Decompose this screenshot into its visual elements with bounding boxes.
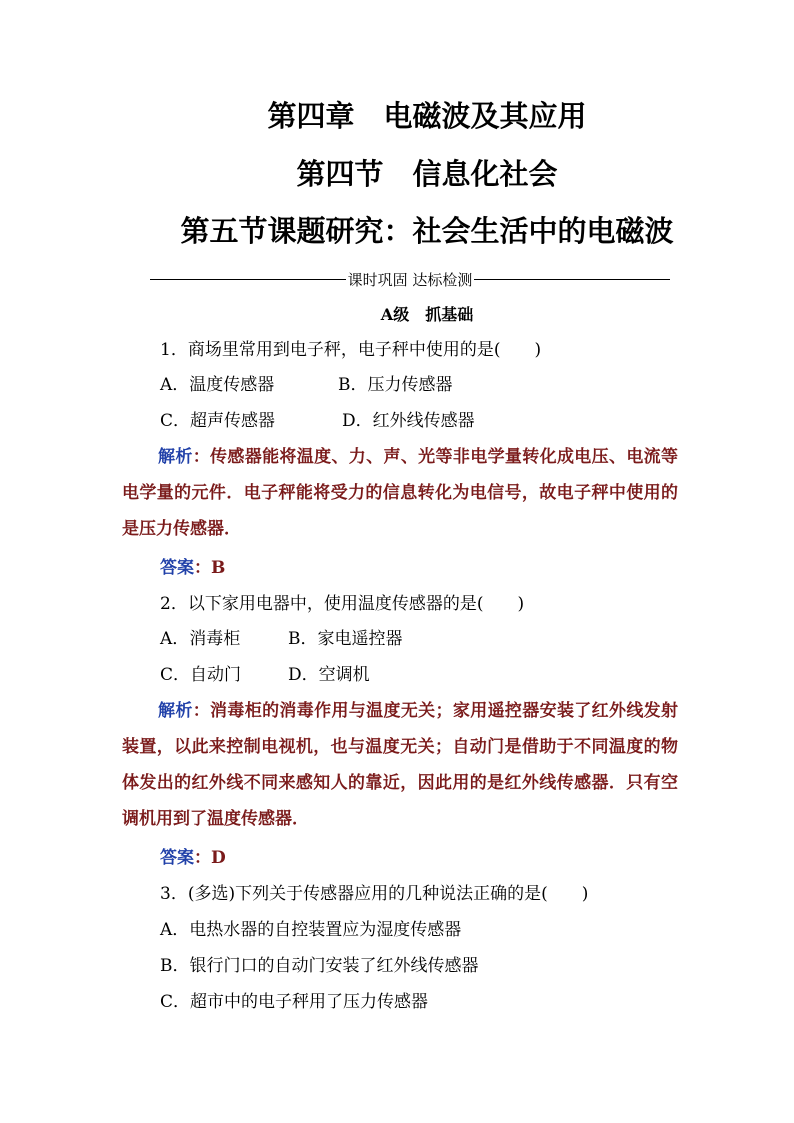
q2-option-c: C．自动门 — [160, 665, 242, 685]
q3-stem: 3．(多选)下列关于传感器应用的几种说法正确的是( ) — [160, 884, 589, 904]
q2-analysis-text: ：消毒柜的消毒作用与温度无关；家用遥控器安装了红外线发射装置，以此来控制电视机，也与温度无关；自动门是借助于不同温度的物体发出的红外线不同来感知人的靠近，因此用的是红外线传感器．只有空调机用到了温度传感器． — [122, 701, 679, 829]
q2-stem: 2．以下家用电器中，使用温度传感器的是( ) — [160, 594, 525, 614]
q2-answer-value: ：D — [194, 848, 226, 868]
q3-option-b: B．银行门口的自动门安装了红外线传感器 — [160, 956, 479, 976]
q1-option-c: C．超声传感器 — [160, 411, 276, 431]
q2-options-row2 — [160, 664, 370, 686]
q1-analysis — [122, 439, 678, 547]
section-5-title: 第五节课题研究：社会生活中的电磁波 — [180, 214, 674, 248]
banner-label: 课时巩固 达标检测 — [347, 270, 473, 289]
q1-option-b: B．压力传感器 — [338, 375, 453, 395]
q2-option-b: B．家电遥控器 — [288, 629, 403, 649]
q2-options-row1 — [160, 628, 403, 650]
section-banner — [150, 268, 670, 290]
q1-stem: 1．商场里常用到电子秤，电子秤中使用的是( ) — [160, 340, 542, 360]
q2-answer — [160, 847, 226, 869]
chapter-title: 第四章 电磁波及其应用 — [267, 99, 587, 133]
q3-option-a: A．电热水器的自控装置应为湿度传感器 — [160, 920, 462, 940]
q2-analysis — [122, 693, 678, 837]
q1-option-a: A．温度传感器 — [160, 375, 275, 395]
q2-answer-key: 答案 — [160, 848, 194, 868]
q2-analysis-key: 解析 — [158, 701, 193, 721]
q1-analysis-key: 解析 — [158, 447, 193, 467]
section-4-title: 第四节 信息化社会 — [296, 157, 558, 191]
q1-option-d: D．红外线传感器 — [342, 411, 475, 431]
banner-rule-right — [474, 279, 670, 280]
q1-answer-key: 答案 — [160, 558, 194, 578]
q2-option-a: A．消毒柜 — [160, 629, 241, 649]
q1-analysis-text: ：传感器能将温度、力、声、光等非电学量转化成电压、电流等电学量的元件．电子秤能将受力的信息转化为电信号，故电子秤中使用的是压力传感器． — [122, 447, 679, 539]
q3-option-c: C．超市中的电子秤用了压力传感器 — [160, 992, 429, 1012]
q1-answer-value: ：B — [194, 558, 226, 578]
level-heading: A级 抓基础 — [380, 305, 474, 324]
banner-rule-left — [150, 279, 346, 280]
q1-options-row1 — [160, 374, 453, 396]
q1-options-row2 — [160, 410, 475, 432]
q1-answer — [160, 557, 225, 579]
q2-option-d: D．空调机 — [288, 665, 370, 685]
